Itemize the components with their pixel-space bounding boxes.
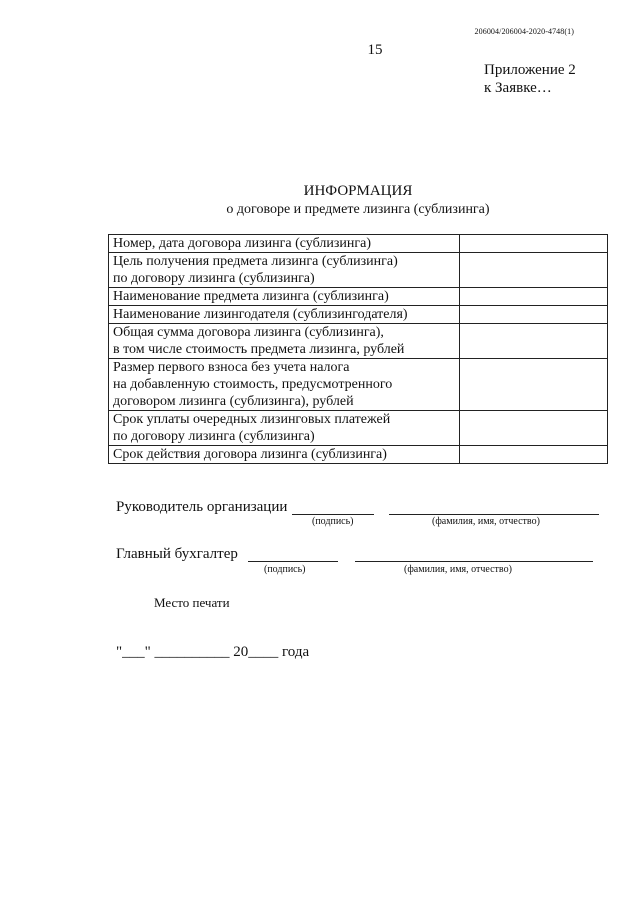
- appendix-line-2: к Заявке…: [484, 80, 552, 96]
- head-signature-blank: [292, 514, 374, 515]
- table-row: [109, 411, 608, 446]
- row-label-line: договором лизинга (сублизинга), рублей: [113, 394, 354, 409]
- row-label-line: по договору лизинга (сублизинга): [113, 271, 315, 286]
- table-row: [109, 306, 608, 324]
- row-value-cell[interactable]: [459, 359, 607, 411]
- head-signature-caption: (подпись): [312, 516, 354, 527]
- head-signature-label: Руководитель организации: [116, 499, 288, 515]
- row-label-line: Наименование лизингодателя (сублизингодателя): [113, 307, 408, 322]
- row-label-line: Цель получения предмета лизинга (сублизинга): [113, 254, 398, 269]
- row-label-line: Срок уплаты очередных лизинговых платежей: [113, 412, 391, 427]
- accountant-signature-label: Главный бухгалтер: [116, 546, 238, 562]
- date-line: "___" __________ 20____ года: [116, 644, 310, 660]
- appendix-line-1: Приложение 2: [484, 62, 576, 78]
- row-label-line: Срок действия договора лизинга (сублизинга): [113, 447, 387, 462]
- row-label-cell: [109, 359, 460, 411]
- row-label-line: Номер, дата договора лизинга (сублизинга): [113, 236, 371, 251]
- table-row: [109, 288, 608, 306]
- row-label-line: Наименование предмета лизинга (сублизинга): [113, 289, 389, 304]
- leasing-info-table-body: [109, 235, 608, 464]
- table-row: [109, 324, 608, 359]
- row-value-cell[interactable]: [459, 253, 607, 288]
- document-subtitle: о договоре и предмете лизинга (сублизинга): [226, 202, 490, 217]
- accountant-name-blank: [355, 561, 593, 562]
- head-name-blank: [389, 514, 599, 515]
- row-label-line: Размер первого взноса без учета налога: [113, 360, 350, 375]
- row-label-cell: [109, 288, 460, 306]
- row-label-cell: [109, 306, 460, 324]
- table-row: [109, 446, 608, 464]
- appendix-note: [484, 61, 576, 97]
- row-value-cell[interactable]: [459, 411, 607, 446]
- row-label-line: Общая сумма договора лизинга (сублизинга),: [113, 325, 384, 340]
- row-label-cell: [109, 446, 460, 464]
- table-row: [109, 253, 608, 288]
- leasing-info-table: [108, 234, 608, 464]
- row-label-line: в том числе стоимость предмета лизинга, рублей: [113, 342, 405, 357]
- document-code: 206004/206004-2020-4748(1): [474, 27, 574, 36]
- accountant-name-caption: (фамилия, имя, отчество): [404, 564, 512, 575]
- row-value-cell[interactable]: [459, 446, 607, 464]
- table-row: [109, 235, 608, 253]
- table-row: [109, 359, 608, 411]
- document-title: ИНФОРМАЦИЯ: [303, 183, 413, 199]
- row-label-cell: [109, 324, 460, 359]
- row-label-cell: [109, 411, 460, 446]
- row-value-cell[interactable]: [459, 235, 607, 253]
- row-value-cell[interactable]: [459, 306, 607, 324]
- row-label-cell: [109, 253, 460, 288]
- accountant-signature-blank: [248, 561, 338, 562]
- accountant-signature-caption: (подпись): [264, 564, 306, 575]
- stamp-place-label: Место печати: [154, 595, 230, 610]
- head-name-caption: (фамилия, имя, отчество): [432, 516, 540, 527]
- row-value-cell[interactable]: [459, 324, 607, 359]
- row-label-cell: [109, 235, 460, 253]
- row-label-line: по договору лизинга (сублизинга): [113, 429, 315, 444]
- row-label-line: на добавленную стоимость, предусмотренного: [113, 377, 393, 392]
- row-value-cell[interactable]: [459, 288, 607, 306]
- page-number: 15: [367, 42, 383, 58]
